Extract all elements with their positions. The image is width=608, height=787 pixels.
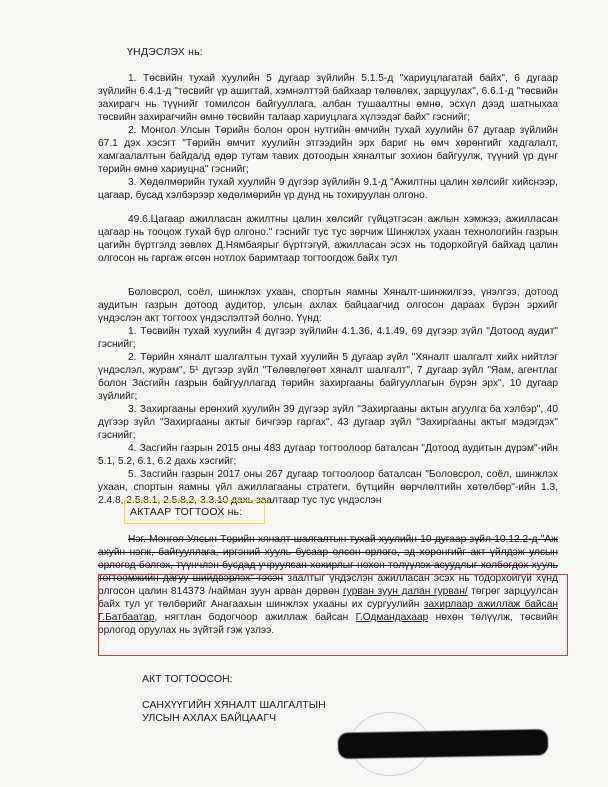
redacted-signature [338,729,548,759]
paragraph-budget-law: 1. Төсвийн тухай хуулийн 5 дугаар зүйлийн 5.1.5-д "хариуцлагатай байх", 6 дугаар зүйлийн 6.4.1-д "төсвийг үр ашигтай, хэмнэлттэй байхаар төлөвлөх, зарцуулах", 6.6.1-д "төсвийн захирагч нь түүнийг томилсон байгууллага, албан тушаалтны өмнө, эсхүл дээд шатныхаа төсвийн захирагчийн өмнө төсвийн талаар хариуцлага хүлээдэг байх" гэснийг; [98,73,558,123]
accountant-name: Г.Одмандахаар [355,612,429,623]
list-item-strategy: 5. Засгийн газрын 2017 оны 267 дугаар тогтоолоор баталсан "Боловсрол, соёл, шинжлэх ухаан, спортын яамны үйл ажиллагааны стратеги, бүтцийн өөрчлөлтийн хөтөлбөр"-ийн 1.3, 2.4.8, 2.5.8.1, 2.5.8.2, 3.3.10 дахь заалтаар тус тус үндэслэн [98,469,558,506]
list-item-admin-law: 3. Захиргааны ерөнхий хуулийн 39 дүгээр зүйл "Захиргааны актын агуулга ба хэлбэр", 40 дүгээр зүйл "Захиргааны актыг бичгээр гаргах", 43 дугаар зүйл "Захиргааны актыг мэдэгдэх" гэснийг; [98,404,558,441]
decision-text-3: , нягтлан бодогчоор ажиллаж байсан [154,612,356,623]
paragraph-hourly-wage: 49.6.Цагаар ажилласан ажилтны цалин хөлсийг гүйцэтгэсэн ажлын хэмжээ, ажилласан цагаар нь тооцож тухай бүр олгоно." гэснийг тус тус зөрчиж Шинжлэх ухаан технологийн газрын цагийн бүртгэлд зөвлөх Д.Нямбаярыг бүртгэгүй, ажилласан эсэх нь тодорхойгүй байхад цалин олгосон нь гаргаж өгсөн нотлох баримтаар тогтоогдож байх тул [98,214,558,264]
decision-text-1: заалтыг үндэслэн ажилласан эсэх нь тодорхойгүй хүнд олгосон цалин 814373 /найман зуун арван дөрвөн [98,573,558,597]
decision-highlight-box [98,574,568,656]
list-item-budget-audit: 1. Төсвийн тухай хуулийн 4 дүгээр зүйлийн 4.1.36, 4.1.49, 69 дүгээр зүйл "Дотоод аудит" гэснийг; [98,326,558,350]
paragraph-property-law: 2. Монгол Улсын Төрийн болон орон нутгийн өмчийн тухай хуулийн 67 дугаар зүйлийн 67.1 дэх хэсэгт "Төрийн өмчит хуулийн этгээдийн эрх бариг нь өмч хөрөнгийг хадгалалт, хамгаалалтын байдалд өдөр тутам тавих дотоодын хяналтыг зохион байгуулж, түүний үр дүнг төрийн өмнө хариуцна" гэснийг; [98,125,558,175]
paragraph-authority: Боловсрол, соёл, шинжлэх ухаан, спортын яамны Хяналт-шинжилгээ, үнэлгээ, дотоод аудитын газрын дотоод аудитор, улсын ахлах байцаагчид олгосон дараах бүрэн эрхийг үндэслэн акт тогтоох үндэслэлтэй болно. Үүнд: [98,287,558,324]
decision-text-2: төгрөг зарцуулсан байх тул уг төлбөрийг Анагаахын шинжлэх ухааны их сургуулийн [98,586,558,610]
signature-title: АКТ ТОГТООСОН: [142,673,233,685]
paragraph-labor-law: 3. Хөдөлмөрийн тухай хуулийн 9 дүгээр зүйлийн 9.1-д "Ажилтны цалин хөлсийг хийснээр, цагаар, бусад хэлбэрээр хөдөлмөрийн үр дүнд нь тохируулан олгоно. [98,177,558,201]
act-heading: АКТААР ТОГТООХ нь: [130,506,243,518]
director-name: захирлаар ажиллаж байсан Г.Батбаатар [98,599,558,623]
decision-text-4: нөхөн төлүүлж, төсвийн орлогод оруулах нь зүйтэй гэж үзлээ. [98,612,558,636]
amount-in-words: гурван зуун далан гурван/ [343,586,468,597]
section-title-basis: ҮНДЭСЛЭХ нь: [127,46,203,58]
list-item-audit-rules: 4. Засгийн газрын 2015 оны 483 дугаар тогтоолоор баталсан "Дотоод аудитын дүрэм"-ийн 5.1, 5.2, 6.1, 6.2 дахь хэсгийг; [98,443,558,467]
struck-quotation: Нэг. Монгол Улсын Төрийн хяналт шалгалтын тухай хуулийн 10 дугаар зүйл 10.12.2-д "Аж ахуйн нэгж, байгууллага, иргэний хууль бусаар олсон орлого, эд хөрөнгийг акт үйлдэж улсын орлогод болгох, түүнчлэн бусдад учруулсан хохирлыг нөхөн төлүүлэх асуудлыг холбогдох хууль тогтоомжийн дагуу шийдвэрлэх" гэсэн [98,534,558,584]
signature-position-line2: УЛСЫН АХЛАХ БАЙЦААГЧ [142,712,277,724]
signature-position-line1: САНХҮҮГИЙН ХЯНАЛТ ШАЛГАЛТЫН [142,699,326,711]
list-item-inspection-law: 2. Төрийн хяналт шалгалтын тухай хуулийн 5 дугаар зүйл "Хяналт шалгалт хийх нийтлэг үндэслэл, журам", 5¹ дүгээр зүйл "Төлөвлөгөөт хяналт шалгалт", 7 дугаар зүйл "Яам, агентлаг болон Засгийн газрын байгууллагад төрийн захиргааны байгууллагын бүрэн эрх", 10 дугаар зүйлийг; [98,352,558,402]
